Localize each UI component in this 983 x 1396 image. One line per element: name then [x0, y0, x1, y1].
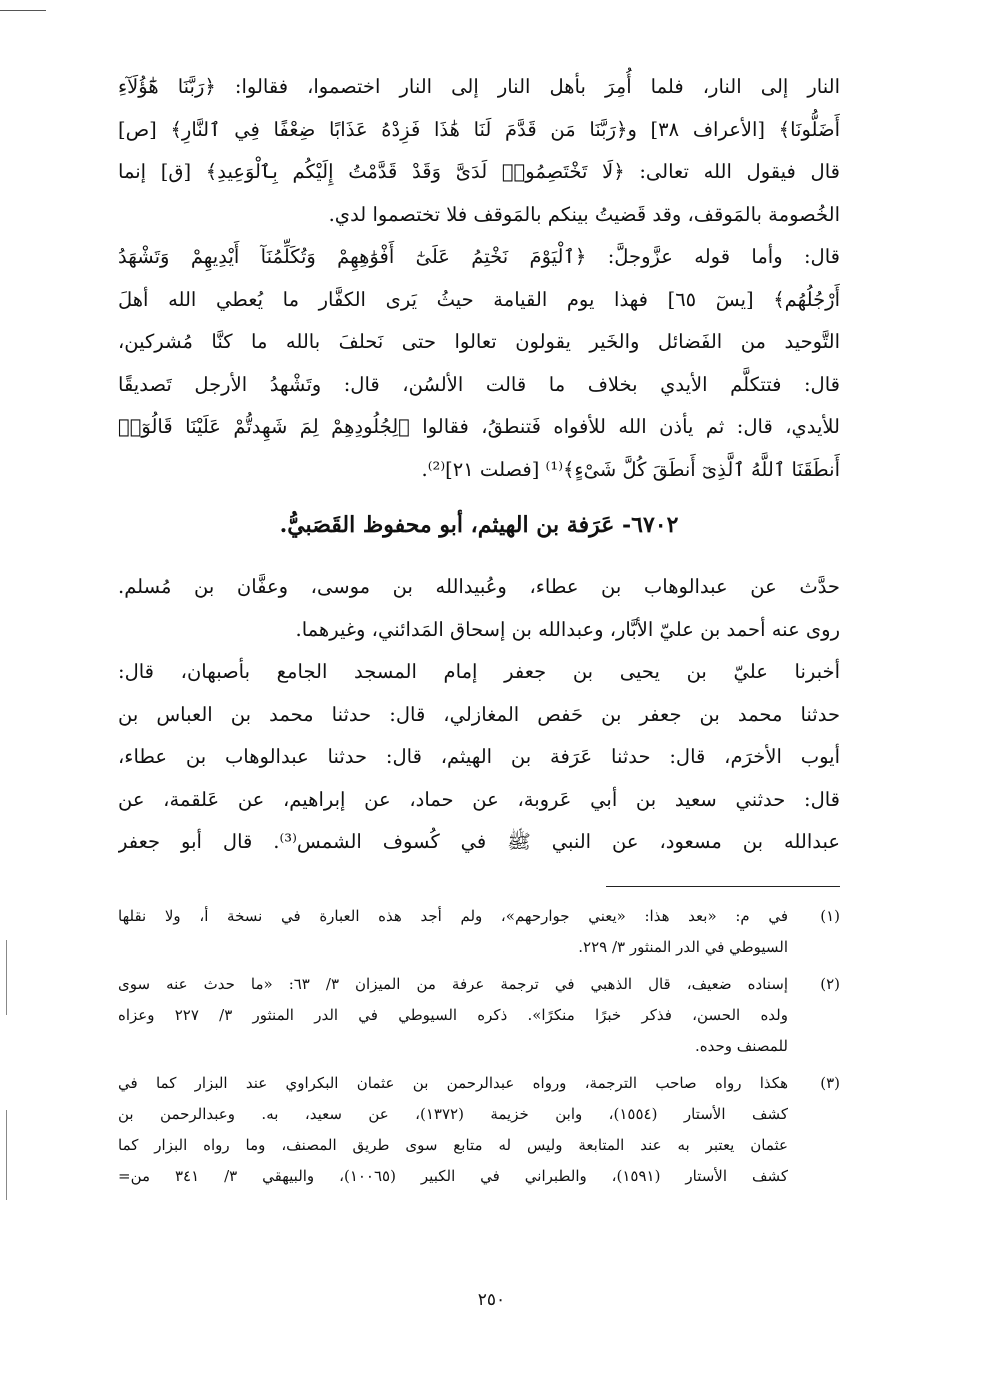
footnote-line: هكذا رواه صاحب الترجمة، ورواه عبدالرحمن بن عثمان البكراوي عند البزار كما في — [118, 1073, 788, 1092]
page-content — [118, 66, 840, 1198]
text-line: روى عنه أحمد بن عليّ الأبَّار، وعبدالله بن إسحاق المَدائني، وغيرهما. — [295, 618, 840, 641]
footnotes — [118, 901, 840, 1192]
footnote-number: (٣) — [820, 1073, 840, 1092]
text-line: قال: حدثني سعيد بن أبي عَروبة، عن حماد، عن إبراهيم، عن عَلقمة، عن — [118, 787, 840, 811]
footnote-line: السيوطي في الدر المنثور ٣/ ٢٢٩. — [578, 937, 788, 956]
footnote-line: كشف الأستار (١٥٥٤)، وابن خزيمة (١٣٧٢)، عن سعيد، به. وعبدالرحمن بن — [118, 1104, 788, 1123]
paragraph-1 — [118, 66, 840, 236]
text-line: قال: فتتكلَّم الأيدي بخلاف ما قالت الألسُن، قال: وتَشْهدُ الأرجل تَصديقًا — [118, 372, 840, 396]
text-line: أَنطَقَنَا ٱللَّهُ ٱلَّذِىٓ أَنطَقَ كُلَّ شَىْءٍ﴾⁽¹⁾ [فصلت ٢١]⁽²⁾. — [421, 457, 840, 481]
page-number: ٢٥٠ — [477, 1290, 506, 1310]
footnote-line: في م: «بعد هذا: «يعني جوارحهم»، ولم أجد هذه العبارة في نسخة أ، ولا نقلها — [118, 906, 788, 925]
footnote — [118, 901, 840, 963]
text-line: للأيدي، قال: ثم يأذن الله للأفواه فَتنطقُ، فقالوا ﴿لِجُلُودِهِمْ لِمَ شَهِدتُّمْ عَلَيْنَا قَالُوٓا۟ — [118, 415, 840, 438]
text-line: حدثنا محمد بن جعفر بن حَفص المغازلي، قال: حدثنا محمد بن العباس بن — [118, 702, 840, 726]
footnote-number: (١) — [820, 906, 840, 925]
footnote-line: ولده الحسن، فذكر خبرًا منكرًا». ذكره السيوطي في الدر المنثور ٣/ ٢٢٧ وعزاه — [118, 1005, 788, 1024]
paragraph-3 — [118, 565, 840, 651]
text-line: أخبرنا عليّ بن يحيى بن جعفر إمام المسجد الجامع بأصبهان، قال: — [118, 660, 840, 683]
text-line: التَّوحيد من الفَضائل والخَير يقولون تعالوا حتى نَحلفَ بالله ما كنَّا مُشركين، — [118, 330, 840, 353]
footnote-line: عثمان يعتبر به عند المتابعة وليس له متابع سوى طريق المصنف، وما رواه البزار كما — [118, 1135, 788, 1154]
footnote-divider — [606, 886, 840, 887]
footnote-number: (٢) — [820, 974, 840, 993]
footnote — [118, 969, 840, 1062]
scan-edge-mark — [0, 10, 46, 11]
footnote-line: كشف الأستار (١٥٩١)، والطبراني في الكبير (١٠٠٦٥)، والبيهقي ٣/ ٣٤١ من= — [118, 1166, 788, 1185]
paragraph-4 — [118, 651, 840, 864]
text-line: قال: وأما قوله عزَّوجلَّ: ﴿ٱلْيَوْمَ نَخْتِمُ عَلَىٰٓ أَفْوَٰهِهِمْ وَتُكَلِّمُنَآ أَيْدِيهِمْ وَتَشْهَدُ — [118, 245, 840, 268]
footnote-line: للمصنف وحده. — [694, 1036, 788, 1055]
scan-edge-mark — [6, 940, 7, 1015]
text-line: حدَّث عن عبدالوهاب بن عطاء، وعُبيدالله بن موسى، وعفَّان بن مُسلم. — [118, 575, 840, 598]
entry-heading: ٦٧٠٢- عَرَفة بن الهيثم، أبو محفوظ القَصَبيُّ. — [279, 512, 679, 538]
text-line: أَرْجُلُهُم﴾ [يسٓ ٦٥] فهذا يوم القيامة حيثُ يَرى الكفَّار ما يُعطي الله أهلَ — [118, 287, 840, 311]
text-line: أَضَلُّونَا﴾ [الأعراف ٣٨] و﴿رَبَّنَا مَن قَدَّمَ لَنَا هَٰذَا فَزِدْهُ عَذَابًا ضِعْفًا فِي ٱلنَّارِ﴾ [ص] — [118, 117, 840, 141]
text-line: أيوب الأخرَم، قال: حدثنا عَرَفة بن الهيثم، قال: حدثنا عبدالوهاب بن عطاء، — [118, 745, 840, 768]
paragraph-2 — [118, 236, 840, 491]
footnote-line: إسناده ضعيف، قال الذهبي في ترجمة عرفة من الميزان ٣/ ٦٣: «ما حدث عنه سوى — [118, 974, 788, 993]
scan-edge-mark — [6, 1110, 7, 1200]
text-line: عبدالله بن مسعود، عن النبي ﷺ في كُسوف الشمس⁽³⁾. قال أبو جعفر — [118, 830, 840, 853]
text-line: الخُصومة بالمَوقف، وقد قَضيتُ بينكم بالمَوقف فلا تختصموا لدي. — [328, 202, 840, 226]
text-line: قال فيقول الله تعالى: ﴿لَا تَخْتَصِمُوا۟ لَدَىَّ وَقَدْ قَدَّمْتُ إِلَيْكُم بِٱلْوَعِيدِ﴾ [ق] إنما — [118, 160, 840, 183]
text-line: النار إلى النار، فلما أُمِرَ بأهل النار إلى النار اختصموا، فقالوا: ﴿رَبَّنَا هَٰٓؤُلَآءِ — [118, 75, 840, 98]
footnote — [118, 1068, 840, 1192]
